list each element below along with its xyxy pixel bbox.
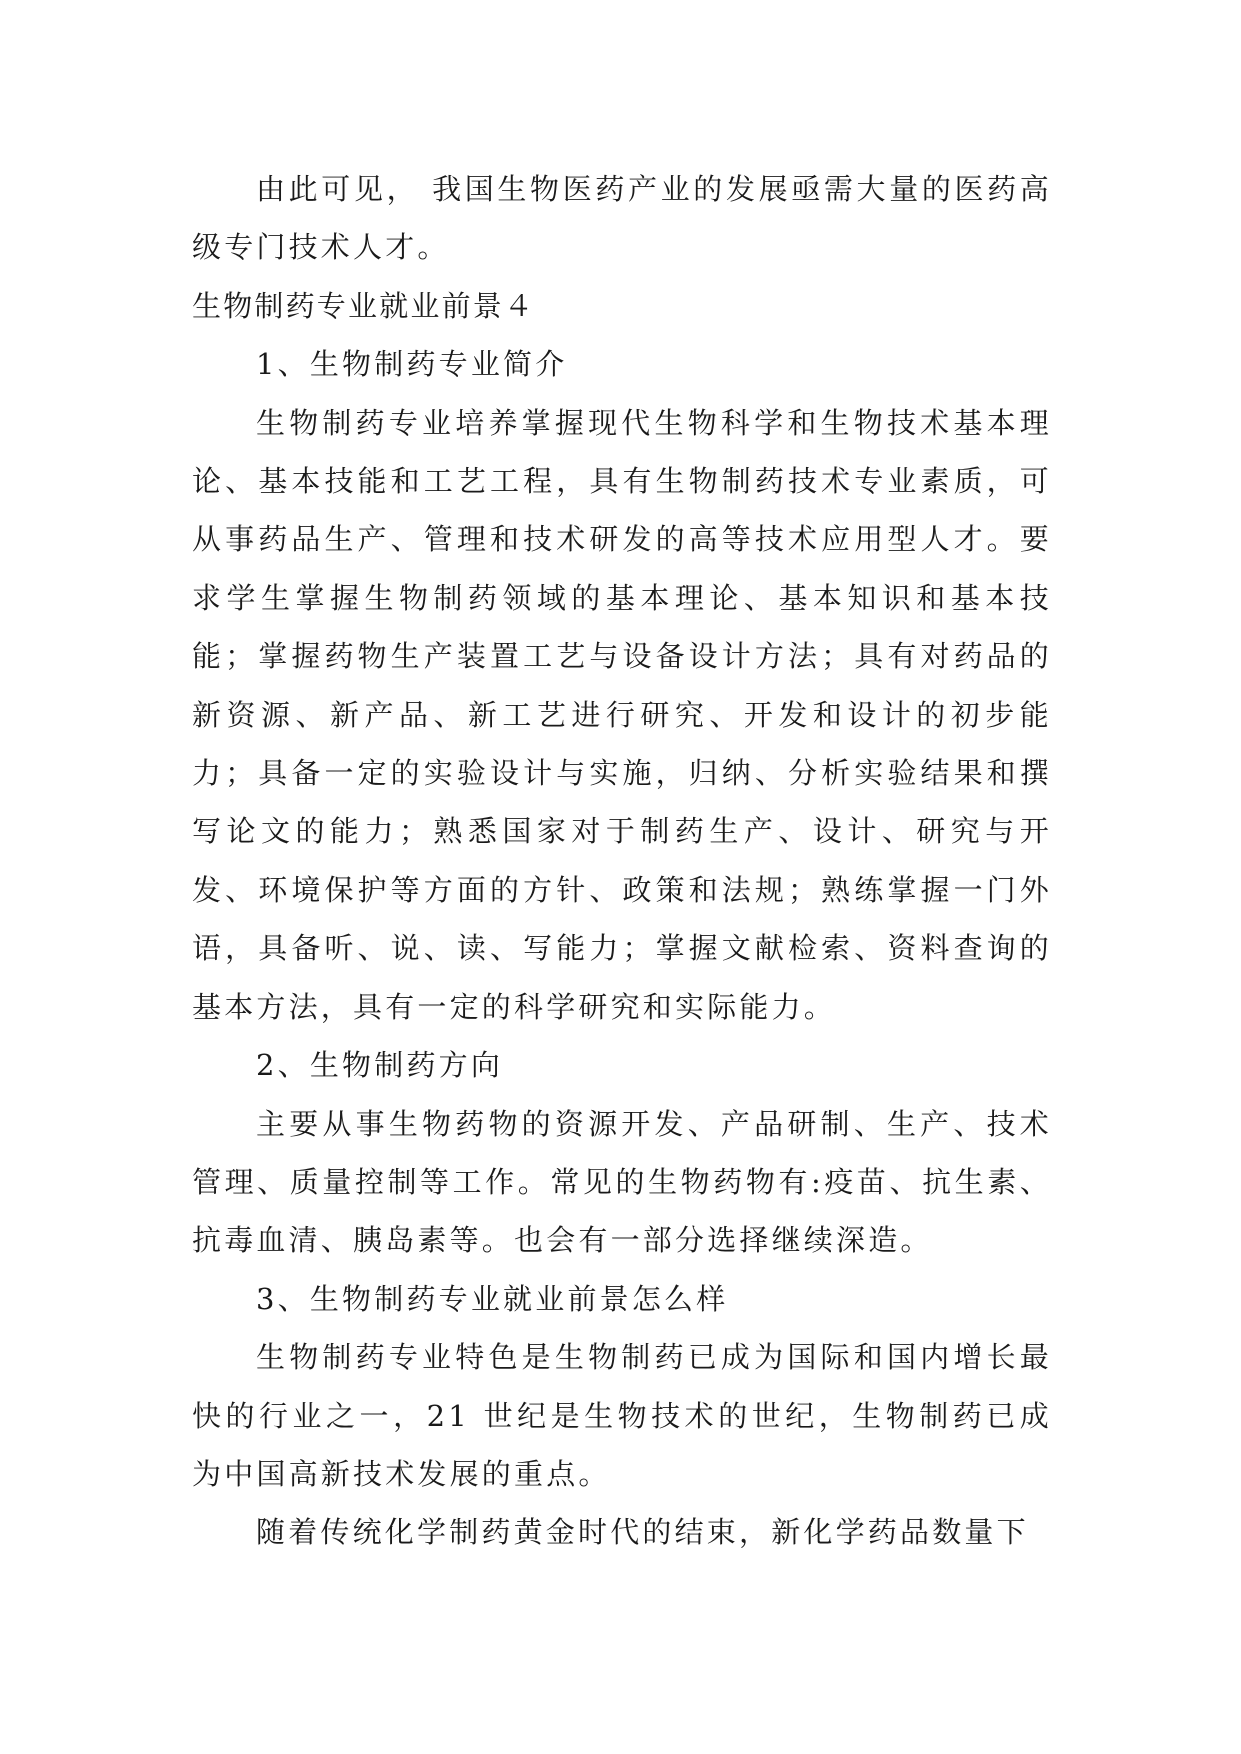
paragraph-prospects: 生物制药专业特色是生物制药已成为国际和国内增长最快的行业之一，21 世纪是生物技术的世纪，生物制药已成为中国高新技术发展的重点。 — [192, 1340, 1052, 1491]
section-heading: 生物制药专业就业前景４ — [192, 288, 536, 323]
paragraph-continuation: 随着传统化学制药黄金时代的结束，新化学药品数量下 — [256, 1515, 1029, 1550]
subheading-prospects: 3、生物制药专业就业前景怎么样 — [256, 1281, 729, 1316]
subheading-direction: 2、生物制药方向 — [256, 1048, 504, 1083]
subheading-introduction: 1、生物制药专业简介 — [256, 347, 568, 382]
paragraph-conclusion: 由此可见， 我国生物医药产业的发展亟需大量的医药高级专门技术人才。 — [192, 172, 1052, 265]
paragraph-direction: 主要从事生物药物的资源开发、产品研制、生产、技术管理、质量控制等工作。常见的生物药物有:疫苗、抗生素、抗毒血清、胰岛素等。也会有一部分选择继续深造。 — [192, 1106, 1052, 1258]
paragraph-introduction: 生物制药专业培养掌握现代生物科学和生物技术基本理论、基本技能和工艺工程，具有生物制药技术专业素质，可从事药品生产、管理和技术研发的高等技术应用型人才。要求学生掌握生物制药领域的基本理论、基本知识和基本技能；掌握药物生产装置工艺与设备设计方法；具有对药品的新资源、新产品、新工艺进行研究、开发和设计的初步能力；具备一定的实验设计与实施，归纳、分析实验结果和撰写论文的能力；熟悉国家对于制药生产、设计、研究与开发、环境保护等方面的方针、政策和法规；熟练掌握一门外语，具备听、说、读、写能力；掌握文献检索、资料查询的基本方法，具有一定的科学研究和实际能力。 — [192, 405, 1052, 1024]
document-body — [192, 160, 1052, 1562]
